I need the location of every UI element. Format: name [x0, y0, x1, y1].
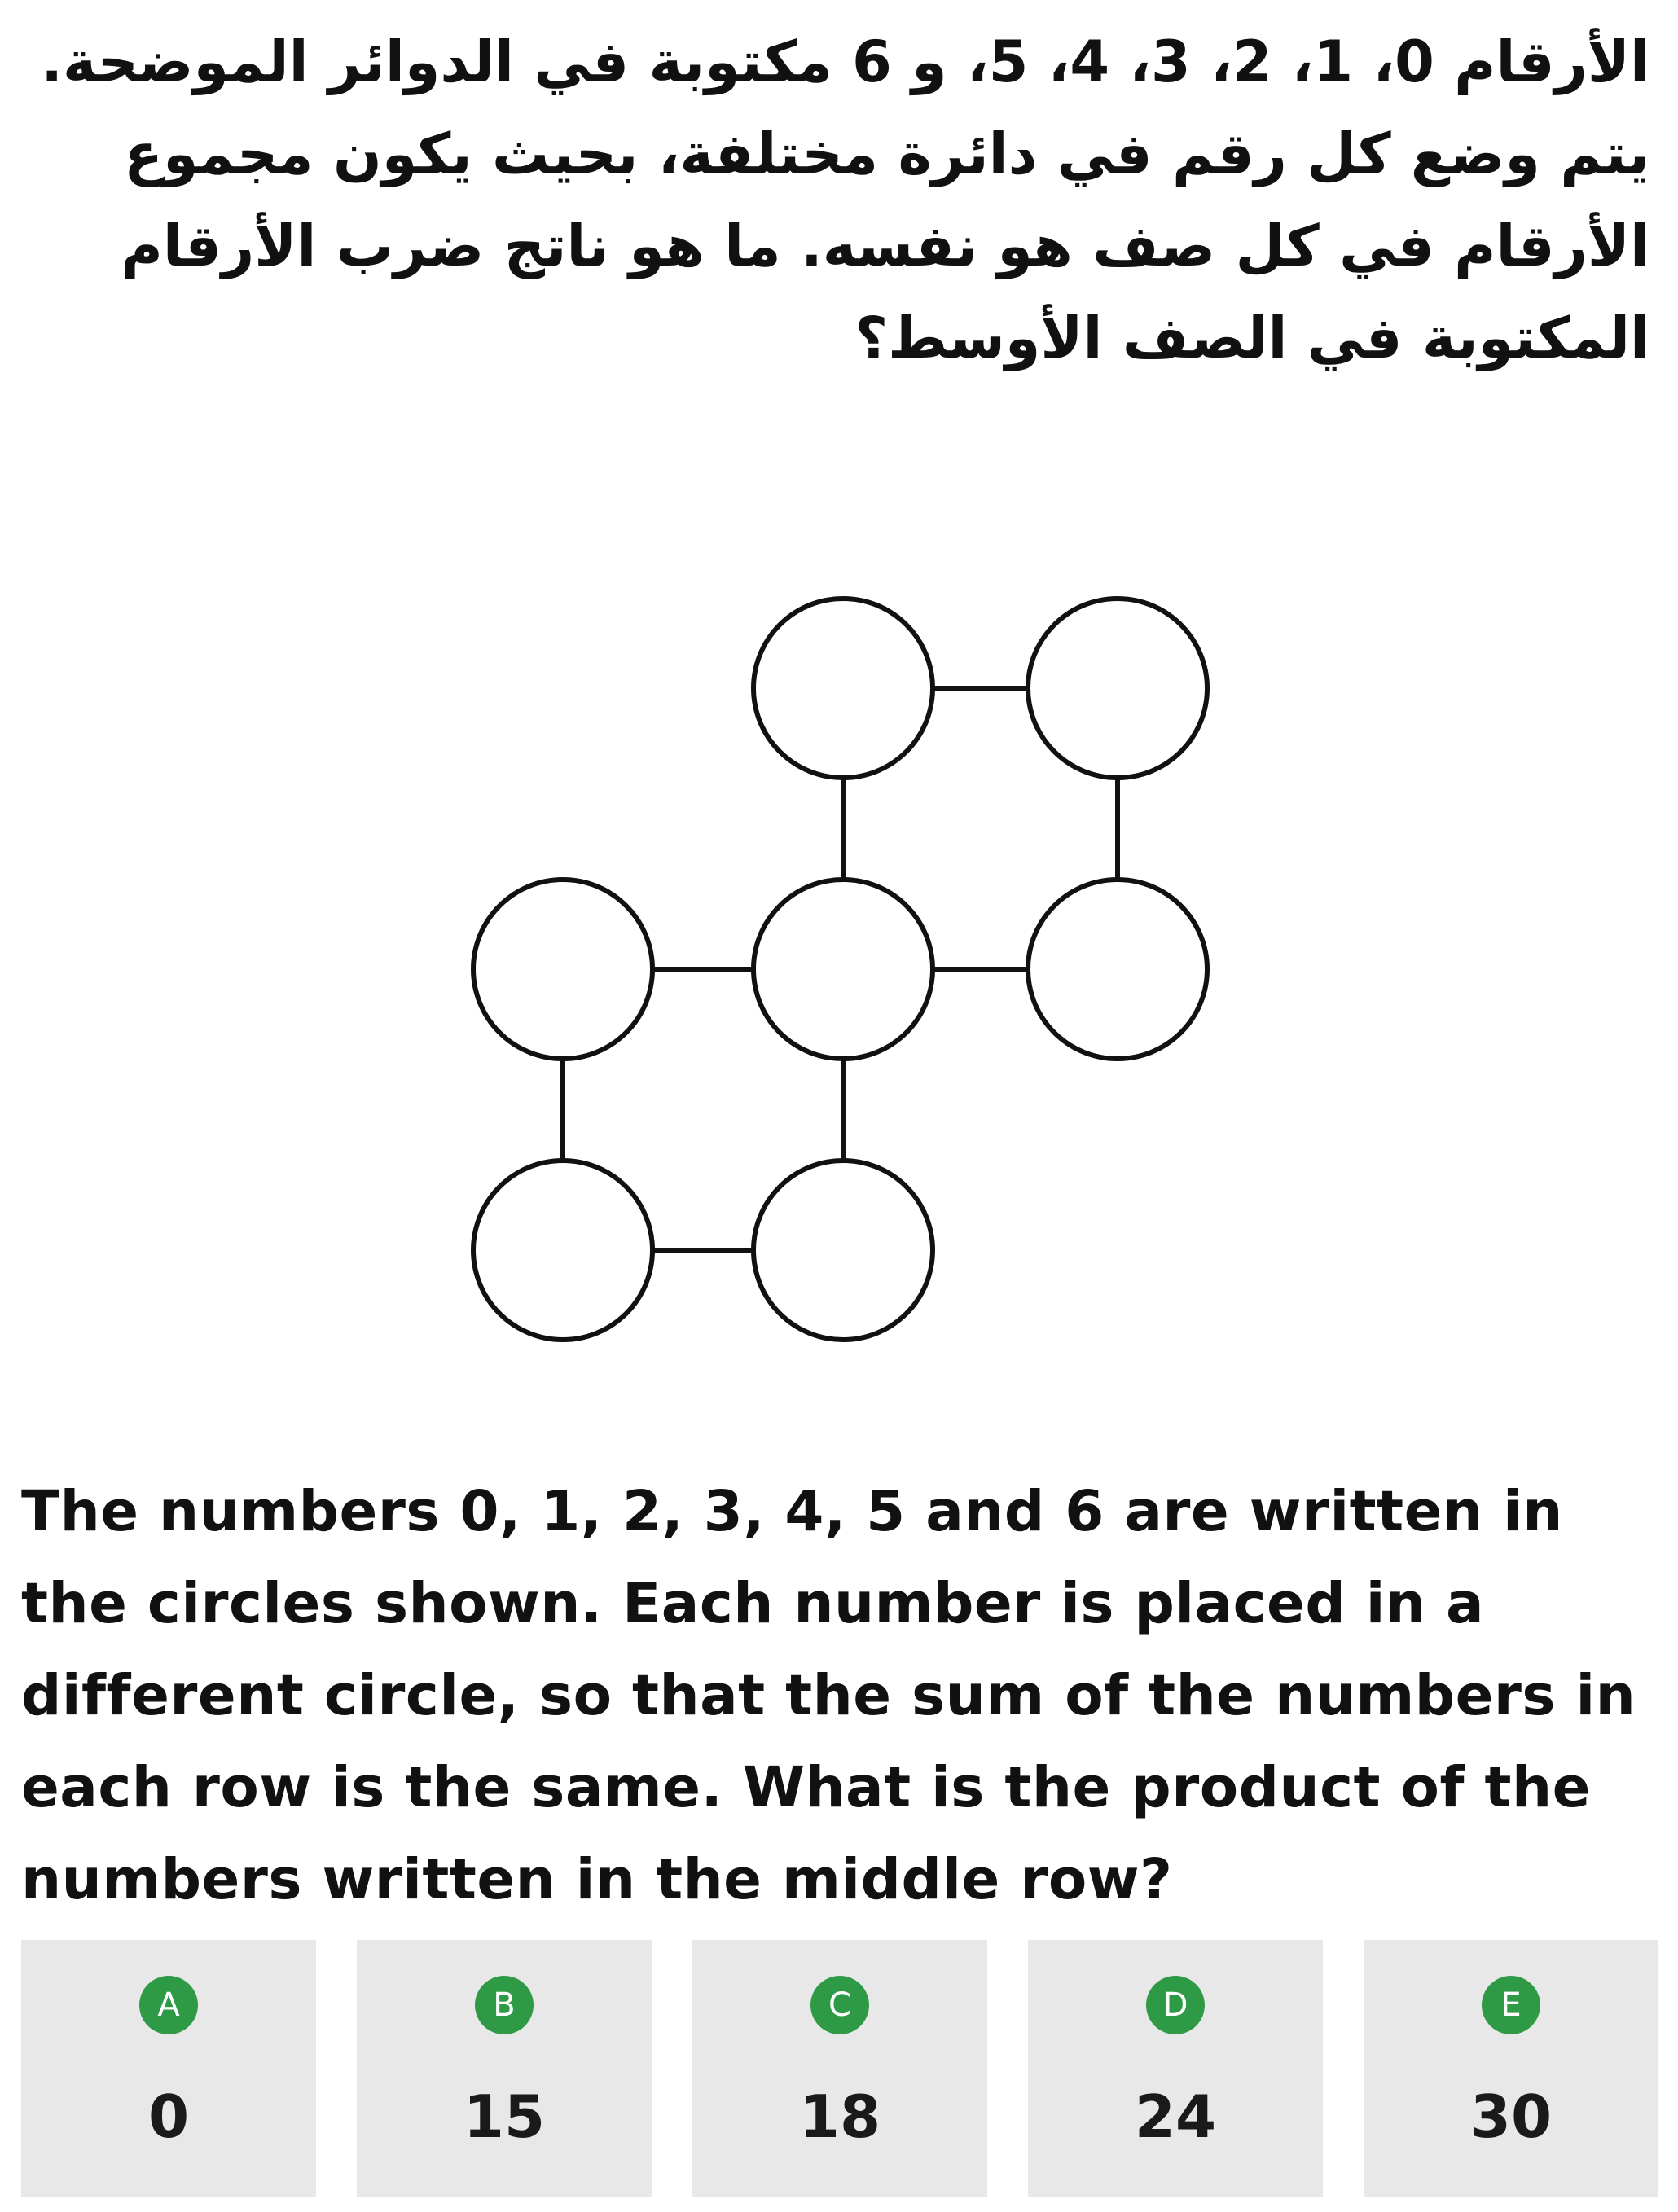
question-arabic-paragraph-1: الأرقام 0، 1، 2، 3، 4، 5، و 6 مكتوبة في الدوائر الموضحة. [41, 29, 1649, 95]
option-a-badge: A [139, 1976, 198, 2034]
question-arabic-paragraph-2: يتم وضع كل رقم في دائرة مختلفة، بحيث يكون مجموع الأرقام في كل صف هو نفسه. ما هو ناتج ضرب الأرقام المكتوبة في الصف الأوسط؟ [121, 121, 1649, 371]
option-a[interactable] [21, 1940, 316, 2197]
option-d-badge: D [1146, 1976, 1205, 2034]
option-b-badge: B [475, 1976, 534, 2034]
option-e-value: 30 [1469, 2083, 1553, 2151]
circle-middle-right [1028, 880, 1207, 1059]
option-b-value: 15 [463, 2083, 546, 2151]
option-c-value: 18 [798, 2083, 881, 2151]
option-c[interactable] [692, 1940, 987, 2197]
circle-top-right [1028, 599, 1207, 778]
circle-top-left [753, 599, 933, 778]
option-e-badge: E [1482, 1976, 1540, 2034]
option-a-value: 0 [147, 2083, 190, 2151]
option-e[interactable] [1364, 1940, 1658, 2197]
option-d-value: 24 [1134, 2083, 1217, 2151]
circle-middle-left [473, 880, 652, 1059]
answer-options [21, 1940, 1658, 2197]
question-text-english: The numbers 0, 1, 2, 3, 4, 5 and 6 are written in the circles shown. Each number is placed in a different circle, so that the sum of the numbers in each row is the same. What is the product of the numbers written in the middle row? [21, 1479, 1636, 1912]
circle-middle-center [753, 880, 933, 1059]
question-text-arabic [24, 16, 1649, 384]
option-d[interactable] [1028, 1940, 1323, 2197]
option-b[interactable] [357, 1940, 652, 2197]
circle-bottom-left [473, 1161, 652, 1340]
option-c-badge: C [810, 1976, 869, 2034]
circle-bottom-right [753, 1161, 933, 1340]
